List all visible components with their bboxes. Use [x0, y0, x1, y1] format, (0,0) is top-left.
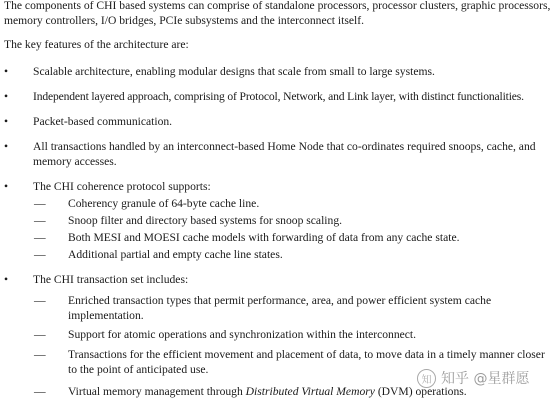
dash-marker: —	[34, 231, 46, 244]
coherence-item-text: Both MESI and MOESI cache models with forwarding of data from any cache state.	[68, 231, 460, 244]
dash-marker: —	[34, 294, 46, 307]
transaction-item	[34, 327, 552, 342]
bullet-text: Independent layered approach, comprising of Protocol, Network, and Link layer, with distinct functionalities.	[33, 90, 524, 103]
dash-marker: —	[34, 385, 46, 398]
coherence-item	[34, 230, 552, 245]
transaction-item-text: Transactions for the efficient movement and placement of data, to move data in a timely manner closer to the point of anticipated use.	[68, 348, 545, 377]
bullet-marker: •	[4, 180, 9, 193]
dash-marker: —	[34, 214, 46, 227]
dash-marker: —	[34, 348, 46, 361]
dash-marker: —	[34, 328, 46, 341]
dvm-text-before: Virtual memory management through	[68, 385, 246, 398]
coherence-item-text: Coherency granule of 64-byte cache line.	[68, 197, 260, 210]
bullet-marker: •	[4, 90, 9, 103]
bullet-text: All transactions handled by an interconnect-based Home Node that co-ordinates required snoops, cache, and memory accesses.	[33, 140, 536, 169]
transaction-item	[34, 293, 552, 323]
watermark-text: 知乎 @星群愿	[441, 371, 530, 387]
bullet-marker: •	[4, 273, 9, 286]
feature-bullet-scalable	[4, 64, 552, 79]
coherence-item	[34, 213, 552, 228]
transaction-item-text: Enriched transaction types that permit performance, area, and power efficient system cache implementation.	[68, 294, 492, 323]
coherence-item-text: Snoop filter and directory based systems for snoop scaling.	[68, 214, 343, 227]
bullet-marker: •	[4, 115, 9, 128]
feature-bullet-transactions	[4, 272, 552, 287]
dvm-text-after: (DVM) operations.	[374, 385, 467, 398]
feature-bullet-packet	[4, 114, 552, 129]
bullet-text: Packet-based communication.	[33, 115, 173, 128]
feature-bullet-layered	[4, 89, 552, 104]
zhihu-icon: 知	[417, 369, 436, 388]
bullet-text: The CHI coherence protocol supports:	[33, 180, 211, 193]
bullet-marker: •	[4, 140, 9, 153]
dash-marker: —	[34, 248, 46, 261]
feature-bullet-home-node	[4, 139, 552, 169]
coherence-item	[34, 247, 552, 262]
transaction-item-text: Support for atomic operations and synchronization within the interconnect.	[68, 328, 417, 341]
dash-marker: —	[34, 197, 46, 210]
dvm-emphasis: Distributed Virtual Memory	[245, 385, 375, 398]
coherence-item-text: Additional partial and empty cache line states.	[68, 248, 283, 261]
key-features-heading: The key features of the architecture are:	[4, 38, 189, 51]
coherence-item	[34, 196, 552, 211]
zhihu-watermark	[417, 368, 529, 388]
bullet-text: The CHI transaction set includes:	[33, 273, 189, 286]
bullet-text: Scalable architecture, enabling modular designs that scale from small to large systems.	[33, 65, 435, 78]
intro-paragraph: The components of CHI based systems can comprise of standalone processors, processor clusters, graphic processors, memory controllers, I/O bridges, PCIe subsystems and the interconnect itself.	[4, 0, 551, 28]
feature-bullet-coherence	[4, 179, 552, 194]
bullet-marker: •	[4, 65, 9, 78]
